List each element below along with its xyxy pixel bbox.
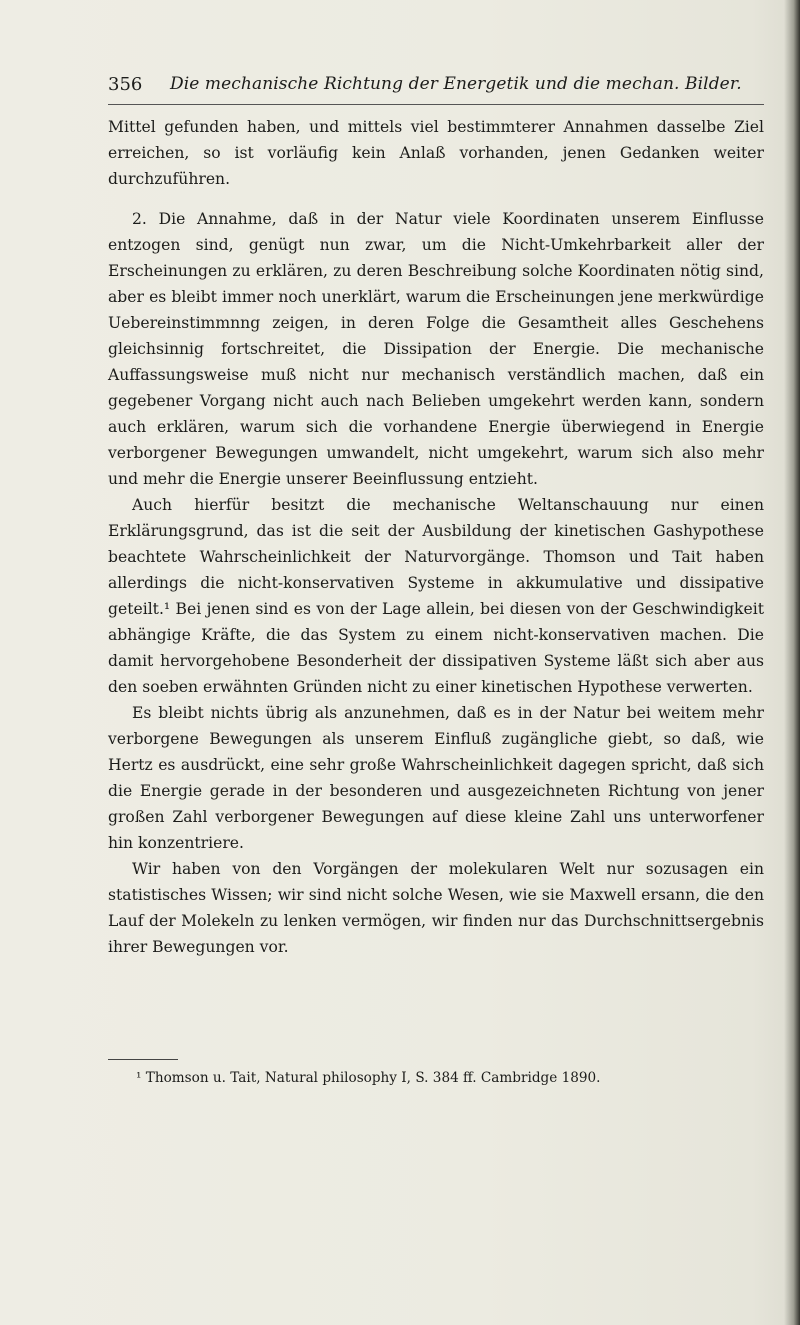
- paragraph-continuation: Mittel gefunden haben, und mittels viel bestimmterer Annahmen dasselbe Ziel erreichen, so ist vorläufig kein Anlaß vorhanden, jenen Gedanken weiter durchzuführen.: [108, 118, 764, 188]
- paragraph-molecular-world: Wir haben von den Vorgängen der molekularen Welt nur sozusagen ein statistisches Wissen; wir sind nicht solche Wesen, wie sie Maxwell ersann, die den Lauf der Molekeln zu lenken vermögen, wir finden nur das Durchschnittsergebnis ihrer Bewegungen vor.: [108, 860, 764, 956]
- page-edge-shadow: [784, 0, 800, 1325]
- header-rule: [108, 104, 764, 105]
- paragraph-section-2: 2. Die Annahme, daß in der Natur viele Koordinaten unserem Einflusse entzogen sind, genügt nun zwar, um die Nicht-Umkehrbarkeit aller der Erscheinungen zu erklären, zu deren Beschreibung solche Koordinaten nötig sind, aber es bleibt immer noch unerklärt, warum die Erscheinungen jene merkwürdige Uebereinstimmnng zeigen, in deren Folge die Gesamtheit alles Geschehens gleichsinnig fortschreitet, die Dissipation der Energie. Die mechanische Auffassungsweise muß nicht nur mechanisch verständlich machen, daß ein gegebener Vorgang nicht auch nach Belieben umgekehrt werden kann, sondern auch erklären, warum sich die vorhandene Energie überwiegend in Energie verborgener Bewegungen umwandelt, nicht umgekehrt, warum sich also mehr und mehr die Energie unserer Beeinflussung entzieht.: [108, 210, 764, 488]
- footnote-rule: [108, 1059, 178, 1060]
- page-header: [108, 72, 764, 102]
- footnote: ¹ Thomson u. Tait, Natural philosophy I, S. 384 ff. Cambridge 1890.: [136, 1070, 601, 1086]
- paragraph-explanation: Auch hierfür besitzt die mechanische Weltanschauung nur einen Erklärungsgrund, das ist die seit der Ausbildung der kinetischen Gashypothese beachtete Wahrscheinlichkeit der Naturvorgänge. Thomson und Tait haben allerdings die nicht-konservativen Systeme in akkumulative und dissipative geteilt.¹ Bei jenen sind es von der Lage allein, bei diesen von der Geschwindigkeit abhängige Kräfte, die das System zu einem nicht-konservativen machen. Die damit hervorgehobene Besonderheit der dissipativen Systeme läßt sich aber aus den soeben erwähnten Gründen nicht zu einer kinetischen Hypothese verwerten.: [108, 496, 764, 696]
- page-number: 356: [108, 74, 143, 95]
- running-title: Die mechanische Richtung der Energetik und die mechan. Bilder.: [170, 74, 742, 94]
- paragraph-hidden-motions: Es bleibt nichts übrig als anzunehmen, daß es in der Natur bei weitem mehr verborgene Bewegungen als unserem Einfluß zugängliche giebt, so daß, wie Hertz es ausdrückt, eine sehr große Wahrscheinlichkeit dagegen spricht, daß sich die Energie gerade in der besonderen und ausgezeichneten Richtung von jener großen Zahl verborgener Bewegungen auf diese kleine Zahl uns unterworfener hin konzentriere.: [108, 704, 764, 852]
- body-text: [108, 114, 764, 960]
